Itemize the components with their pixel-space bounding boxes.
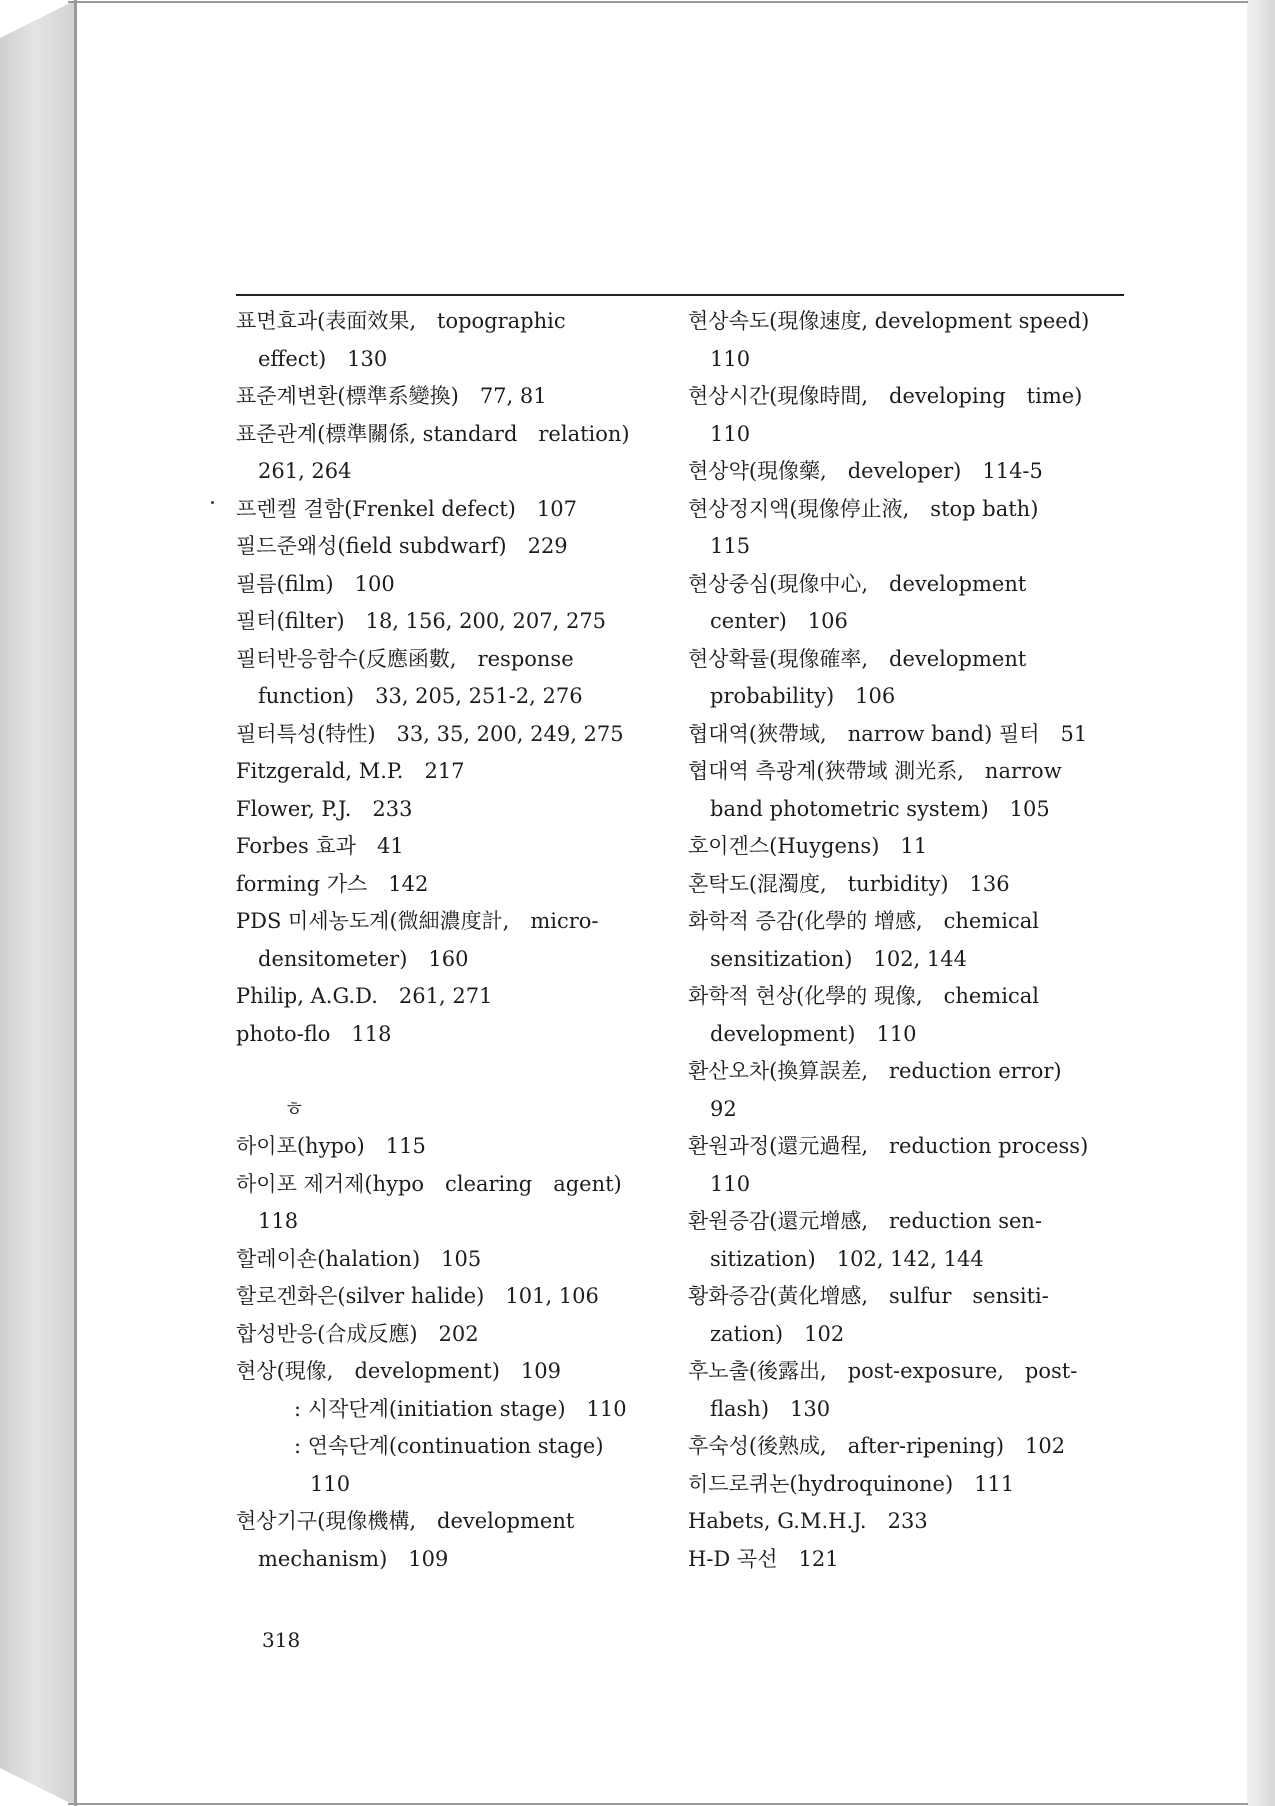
index-entry: H-D 곡선 121 <box>688 1546 839 1571</box>
index-entry: center) 106 <box>710 609 848 633</box>
index-entry: 현상정지액(現像停止液, stop bath) <box>688 496 1039 521</box>
index-entry: zation) 102 <box>710 1321 845 1346</box>
index-entry: 현상중심(現像中心, development <box>688 571 1027 596</box>
index-entry: 현상속도(現像速度, development speed) <box>688 309 1090 333</box>
index-entry: 후숙성(後熟成, after-ripening) 102 <box>688 1434 1066 1458</box>
frame-bottom-border <box>68 1803 1248 1805</box>
index-entry: 환원과정(還元過程, reduction process) <box>688 1134 1089 1158</box>
index-entry: probability) 106 <box>710 684 896 708</box>
index-entry: 할로겐화은(silver halide) 101, 106 <box>236 1284 599 1308</box>
index-entry: 합성반응(合成反應) 202 <box>236 1321 479 1346</box>
index-entry: 표면효과(表面效果, topographic <box>236 309 566 333</box>
index-entry: Philip, A.G.D. 261, 271 <box>236 984 493 1008</box>
index-entry: 협대역 측광계(狹帶域 測光系, narrow <box>688 759 1062 783</box>
index-entry: Flower, P.J. 233 <box>236 796 413 821</box>
book-spine <box>0 0 76 1806</box>
index-entry: 현상(現像, development) 109 <box>236 1359 561 1383</box>
index-entry: densitometer) 160 <box>258 946 469 971</box>
index-entry: 필터(filter) 18, 156, 200, 207, 275 <box>236 609 607 633</box>
index-entry: 표준계변환(標準系變換) 77, 81 <box>236 384 547 408</box>
index-entry: 110 <box>310 1471 351 1496</box>
header-rule <box>236 294 1124 296</box>
index-entry: sensitization) 102, 144 <box>710 946 967 971</box>
index-entry: 하이포 제거제(hypo clearing agent) <box>236 1171 622 1196</box>
index-column-left <box>236 303 666 1578</box>
index-entry: 필터반응함수(反應函數, response <box>236 646 574 671</box>
page-number: 318 <box>262 1628 301 1652</box>
index-entry: 110 <box>710 421 751 446</box>
index-entry: 118 <box>258 1209 299 1233</box>
index-entry: Fitzgerald, M.P. 217 <box>236 759 465 783</box>
index-entry: 히드로퀴논(hydroquinone) 111 <box>688 1471 1015 1496</box>
index-entry: function) 33, 205, 251-2, 276 <box>258 684 583 708</box>
page-right-edge <box>1247 0 1275 1806</box>
index-entry: : 시작단계(initiation stage) 110 <box>294 1396 627 1421</box>
scan-speck <box>211 501 214 504</box>
index-entry: 필름(film) 100 <box>236 571 395 596</box>
index-entry: 110 <box>710 346 751 371</box>
index-entry: 92 <box>710 1096 737 1121</box>
index-entry: 화학적 현상(化學的 現像, chemical <box>688 984 1039 1008</box>
index-entry: : 연속단계(continuation stage) <box>294 1434 604 1458</box>
index-entry: 필터특성(特性) 33, 35, 200, 249, 275 <box>236 721 624 746</box>
index-column-right <box>688 303 1138 1578</box>
index-entry: effect) 130 <box>258 346 388 371</box>
index-entry: 황화증감(黃化增感, sulfur sensiti- <box>688 1284 1049 1308</box>
index-entry: 110 <box>710 1171 751 1196</box>
index-entry: 하이포(hypo) 115 <box>236 1134 426 1158</box>
index-entry: 현상확률(現像確率, development <box>688 646 1027 671</box>
index-entry: 현상약(現像藥, developer) 114-5 <box>688 459 1043 483</box>
index-entry: 115 <box>710 534 751 558</box>
index-entry: 후노출(後露出, post-exposure, post- <box>688 1359 1078 1383</box>
frame-top-border <box>68 1 1248 3</box>
index-entry: band photometric system) 105 <box>710 796 1050 821</box>
index-entry: 협대역(狹帶域, narrow band) 필터 51 <box>688 721 1088 746</box>
index-entry: 현상시간(現像時間, developing time) <box>688 384 1083 408</box>
index-entry: 할레이숀(halation) 105 <box>236 1246 482 1271</box>
index-entry: mechanism) 109 <box>258 1546 449 1571</box>
index-entry: 화학적 증감(化學的 增感, chemical <box>688 909 1039 933</box>
index-entry: 환원증감(還元增感, reduction sen- <box>688 1209 1043 1233</box>
index-entry: PDS 미세농도계(微細濃度計, micro- <box>236 909 599 933</box>
index-entry: 프렌켈 결함(Frenkel defect) 107 <box>236 496 577 521</box>
index-entry: 필드준왜성(field subdwarf) 229 <box>236 534 568 558</box>
index-entry: flash) 130 <box>710 1396 831 1421</box>
index-entry: development) 110 <box>710 1021 917 1046</box>
section-heading: ㅎ <box>284 1096 305 1121</box>
index-entry: Habets, G.M.H.J. 233 <box>688 1509 928 1533</box>
index-entry: Forbes 효과 41 <box>236 834 404 858</box>
index-entry: photo-flo 118 <box>236 1021 392 1046</box>
index-entry: 261, 264 <box>258 459 352 483</box>
index-entry: 환산오차(換算誤差, reduction error) <box>688 1059 1062 1083</box>
index-entry: 호이겐스(Huygens) 11 <box>688 834 928 858</box>
index-entry: 표준관계(標準關係, standard relation) <box>236 421 630 446</box>
index-entry: sitization) 102, 142, 144 <box>710 1246 984 1271</box>
index-entry: 현상기구(現像機構, development <box>236 1509 575 1533</box>
index-entry: 혼탁도(混濁度, turbidity) 136 <box>688 871 1010 896</box>
index-entry: forming 가스 142 <box>236 871 429 896</box>
index-entry <box>236 1053 666 1091</box>
